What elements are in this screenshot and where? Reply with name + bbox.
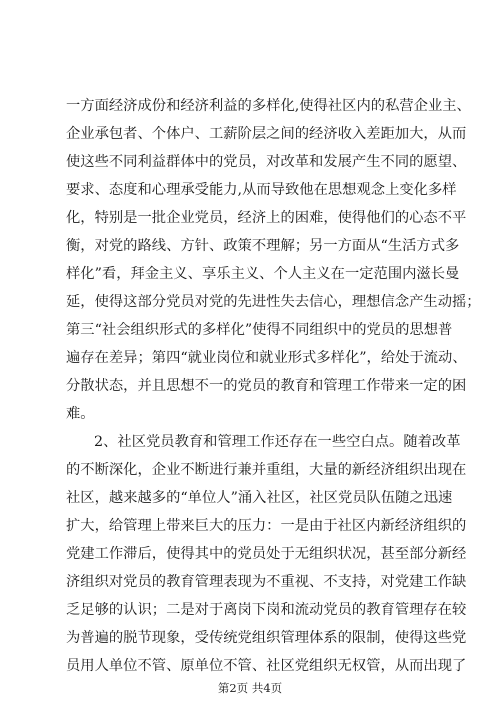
paragraph-point-2 — [66, 428, 467, 680]
text-line: 使这些不同利益群体中的党员，对改革和发展产生不同的愿望、 — [66, 154, 467, 170]
text-line: 的不断深化，企业不断进行兼并重组，大量的新经济组织出现在 — [66, 462, 467, 478]
paragraph-continuation — [66, 92, 481, 428]
text-line: 遍存在差异；第四“就业岗位和就业形式多样化”，给处于流动、 — [66, 350, 467, 366]
text-line: 为普遍的脱节现象，受传统党组织管理体系的限制，使得这些党 — [66, 630, 467, 646]
text-line: 乏足够的认识；二是对于离岗下岗和流动党员的教育管理存在较 — [66, 602, 467, 618]
text-line: 员用人单位不管、原单位不管、社区党组织无权管，从而出现了 — [66, 658, 467, 674]
text-line: 企业承包者、个体户、工薪阶层之间的经济收入差距加大，从而 — [66, 126, 467, 142]
text-line: 样化”看，拜金主义、享乐主义、个人主义在一定范围内滋长曼 — [66, 266, 460, 282]
text-line: 分散状态，并且思想不一的党员的教育和管理工作带来一定的困 — [66, 378, 467, 394]
text-line: 党建工作滞后，使得其中的党员处于无组织状况，甚至部分新经 — [66, 546, 467, 562]
text-line: 难。 — [66, 406, 95, 422]
text-line: 要求、态度和心理承受能力,从而导致他在思想观念上变化多样 — [66, 182, 457, 198]
text-line: 济组织对党员的教育管理表现为不重视、不支持，对党建工作缺 — [66, 574, 467, 590]
text-line: 延，使得这部分党员对党的先进性失去信心，理想信念产生动摇； — [66, 294, 481, 310]
text-line: 2、社区党员教育和管理工作还存在一些空白点。随着改革 — [94, 434, 461, 450]
text-line: 一方面经济成份和经济利益的多样化,使得社区内的私营企业主、 — [66, 98, 471, 114]
text-line: 化，特别是一批企业党员，经济上的困难，使得他们的心态不平 — [66, 210, 467, 226]
text-line: 衡，对党的路线、方针、政策不理解；另一方面从“生活方式多 — [66, 238, 460, 254]
body-text — [66, 92, 481, 680]
text-line: 扩大，给管理上带来巨大的压力：一是由于社区内新经济组织的 — [66, 518, 467, 534]
text-line: 社区，越来越多的“单位人”涌入社区，社区党员队伍随之迅速 — [66, 490, 453, 506]
page-number-footer: 第2页 共4页 — [217, 681, 283, 695]
text-line: 第三“社会组织形式的多样化”使得不同组织中的党员的思想普 — [66, 322, 453, 338]
